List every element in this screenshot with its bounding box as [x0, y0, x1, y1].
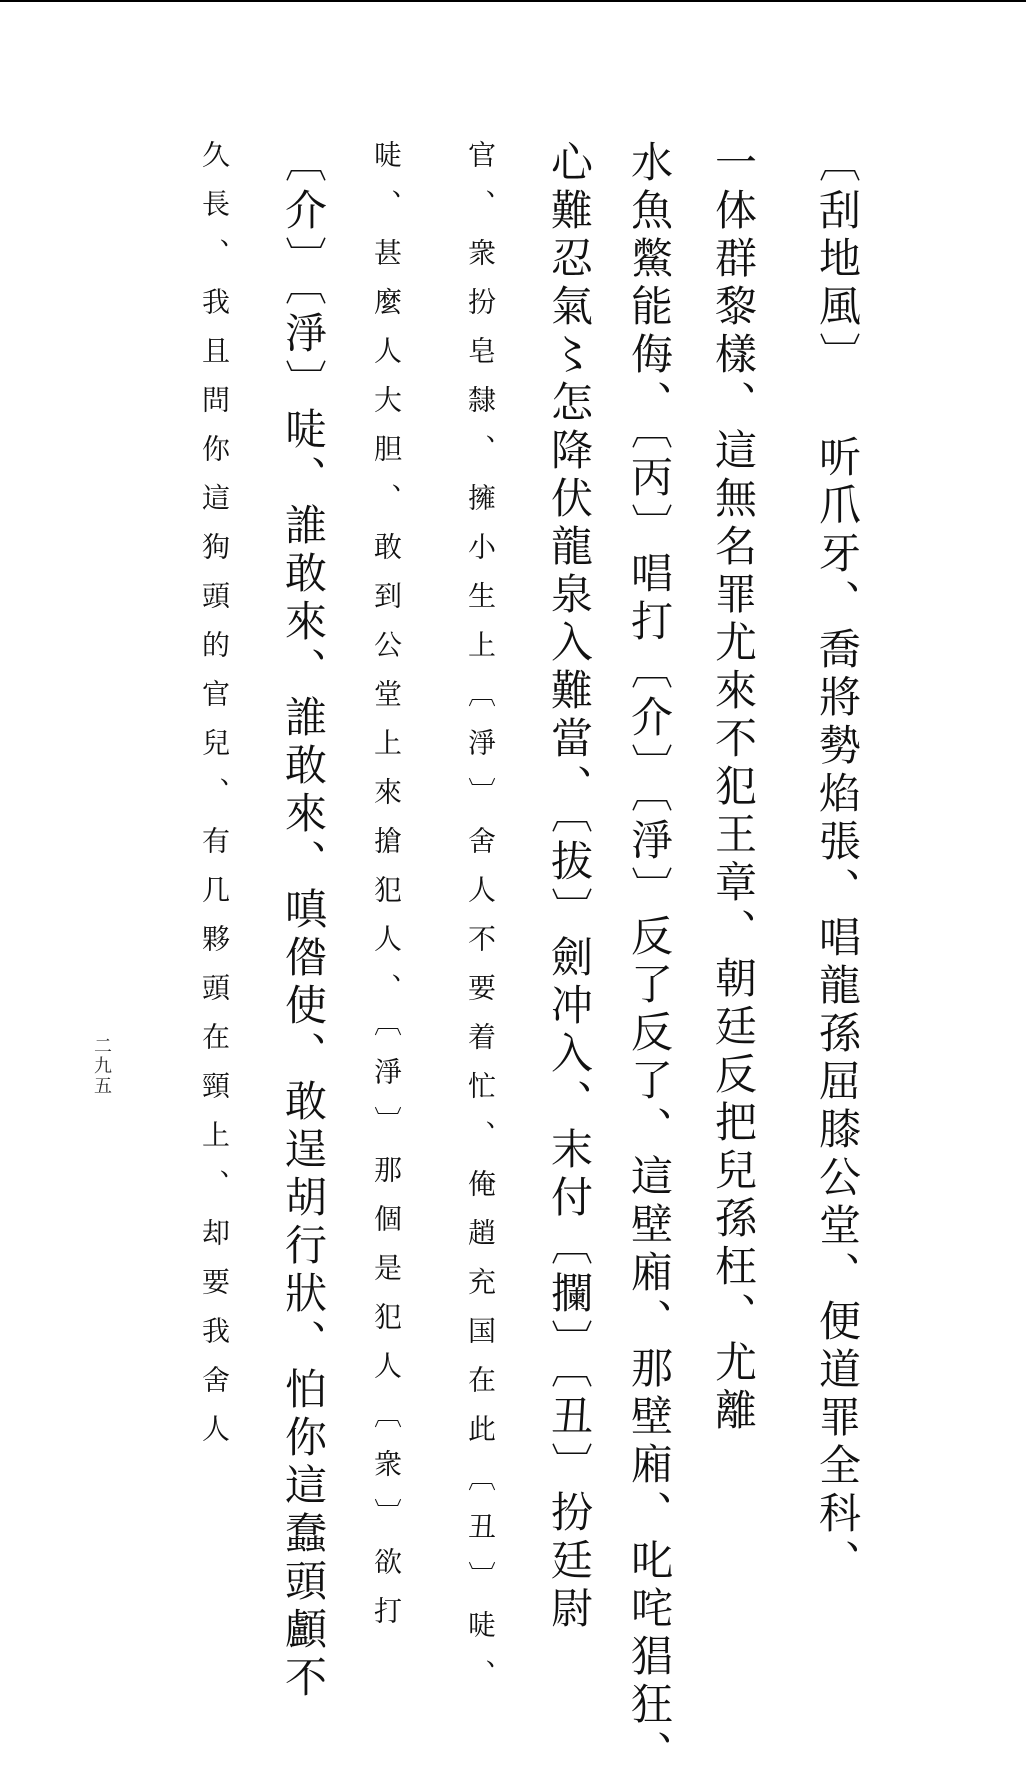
top-border-line: [0, 0, 1026, 2]
text-column-7: 〔介〕〔淨〕唗、誰敢來、誰敢來、嗔偺使、敢逞胡行狀、怕你這蠢頭顱不: [279, 140, 328, 1703]
page-number: 二九五: [91, 1036, 112, 1096]
text-column-5: 官、衆扮皂隸、擁小生上〔淨〕舍人不要着忙、俺趙充国在此〔丑〕唗、: [464, 140, 497, 1708]
text-column-6: 唗、甚麼人大胆、敢到公堂上來搶犯人、〔淨〕那個是犯人〔衆〕欲打: [370, 140, 403, 1645]
text-column-1: 〔刮地風〕 听爪牙、喬將勢焰張、唱龍孫屈膝公堂、便道罪全科、: [813, 140, 862, 1587]
text-column-4: 心難忍氣〻怎降伏龍泉入難當、〔拔〕劍冲入、末付〔攔〕〔丑〕扮廷尉: [545, 140, 594, 1634]
text-column-3: 水魚鱉能侮、〔丙〕唱打〔介〕〔淨〕反了反了、這壁廂、那壁廂、叱咤猖狂、: [625, 140, 674, 1778]
text-column-8: 久長、我且問你這狗頭的官兒、有几夥頭在頸上、却要我舍人: [198, 140, 231, 1463]
text-column-2: 一体群黎樣、這無名罪尤來不犯王章、朝廷反把兒孫枉、尤離: [709, 140, 758, 1436]
